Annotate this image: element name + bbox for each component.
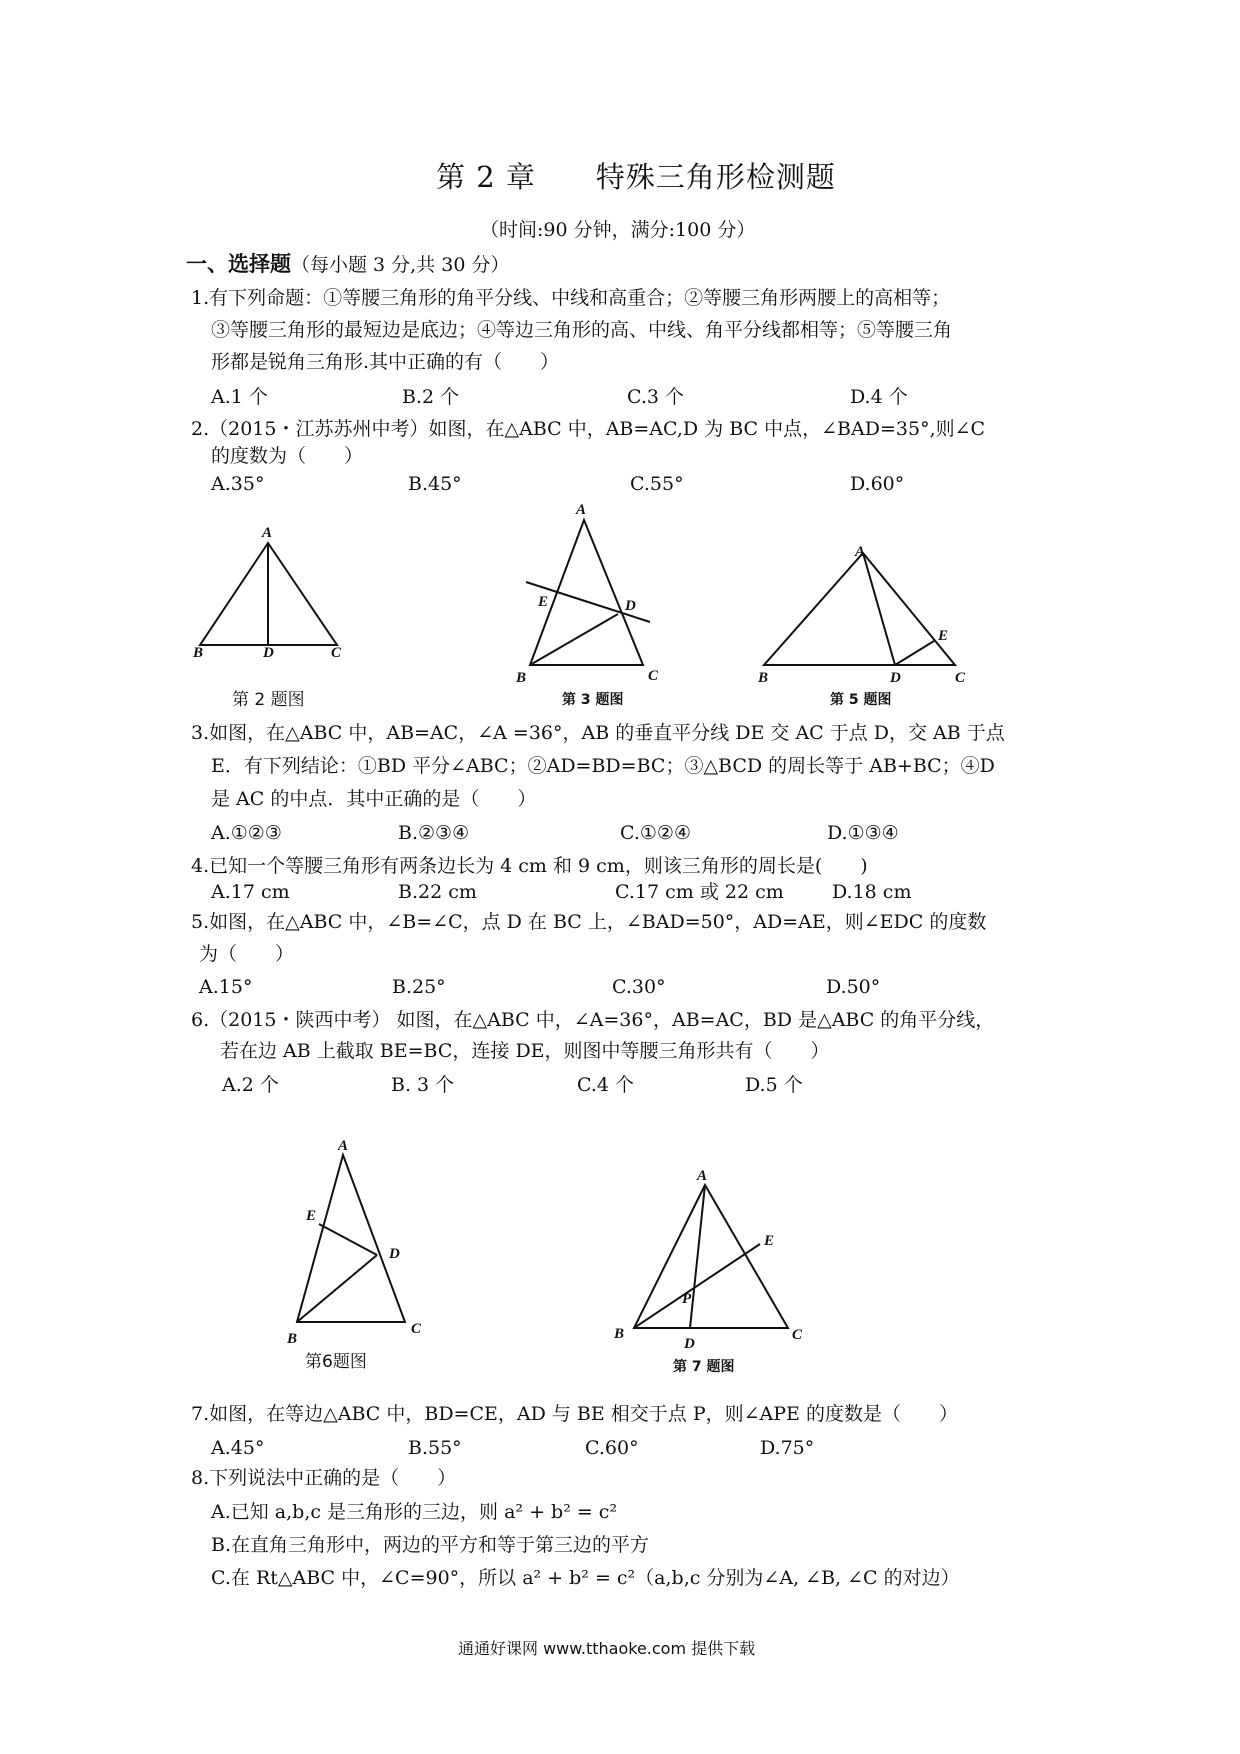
question-1-option-c: C.3 个 (627, 386, 685, 408)
question-1-option-d: D.4 个 (850, 386, 908, 408)
question-3-option-c: C.①②④ (620, 822, 691, 844)
figure-7-label-e: E (764, 1233, 775, 1249)
figure-2-label-d: D (263, 645, 274, 661)
question-3-line-2: E．有下列结论：①BD 平分∠ABC；②AD=BD=BC；③△BCD 的周长等于 AB+BC；④D (211, 755, 995, 777)
question-6-option-c: C.4 个 (577, 1074, 635, 1096)
figure-2-label-a: A (262, 525, 273, 541)
figure-3-label-b: B (516, 670, 527, 686)
figure-3-label-e: E (538, 594, 549, 610)
figure-7-caption: 第 7 题图 (673, 1359, 735, 1375)
question-7-option-b: B.55° (408, 1437, 462, 1459)
question-7-option-c: C.60° (585, 1437, 639, 1459)
question-1-line-2: ③等腰三角形的最短边是底边；④等边三角形的高、中线、角平分线都相等；⑤等腰三角 (211, 319, 953, 341)
figure-7-label-d: D (684, 1336, 695, 1352)
figure-3-label-d: D (625, 598, 636, 614)
figure-3-label-a: A (576, 502, 587, 518)
question-7-line-1: 7.如图，在等边△ABC 中，BD=CE，AD 与 BE 相交于点 P，则∠APE 的度数是（ ） (191, 1403, 958, 1425)
figure-6-caption: 第6题图 (305, 1352, 367, 1372)
question-5-option-b: B.25° (392, 976, 446, 998)
question-4-option-c: C.17 cm 或 22 cm (615, 881, 784, 903)
figure-6-label-d: D (389, 1246, 400, 1262)
figure-6-label-c: C (411, 1321, 422, 1337)
question-5-option-c: C.30° (612, 976, 666, 998)
question-3-line-1: 3.如图，在△ABC 中，AB=AC，∠A =36°，AB 的垂直平分线 DE 交 AC 于点 D，交 AB 于点 (191, 722, 1005, 744)
question-8-option-a: A.已知 a,b,c 是三角形的三边，则 a² + b² = c² (211, 1501, 618, 1523)
question-7-option-d: D.75° (760, 1437, 815, 1459)
question-6-line-2: 若在边 AB 上截取 BE=BC，连接 DE，则图中等腰三角形共有（ ） (220, 1040, 830, 1062)
question-1-line-3: 形都是锐角三角形.其中正确的有（ ） (211, 351, 560, 373)
question-2-option-b: B.45° (408, 473, 462, 495)
question-3-option-b: B.②③④ (398, 822, 470, 844)
figure-2-caption: 第 2 题图 (232, 690, 305, 710)
question-5-option-d: D.50° (826, 976, 881, 998)
question-3-option-d: D.①③④ (827, 822, 899, 844)
question-2-line-2: 的度数为（ ） (211, 445, 364, 467)
question-4-line-1: 4.已知一个等腰三角形有两条边长为 4 cm 和 9 cm，则该三角形的周长是( ) (191, 855, 868, 877)
question-2-option-a: A.35° (211, 473, 265, 495)
figure-6-label-e: E (306, 1208, 317, 1224)
question-2-option-d: D.60° (850, 473, 905, 495)
figure-3-label-c: C (648, 668, 659, 684)
question-8-line-1: 8.下列说法中正确的是（ ） (191, 1467, 457, 1489)
figure-5-label-e: E (938, 628, 949, 644)
footer-text: 通通好课网 www.tthaoke.com 提供下载 (458, 1639, 756, 1658)
figure-5-caption: 第 5 题图 (830, 692, 892, 708)
figure-7-label-c: C (792, 1327, 803, 1343)
question-1-option-a: A.1 个 (211, 386, 268, 408)
question-8-option-c: C.在 Rt△ABC 中，∠C=90°，所以 a² + b² = c²（a,b,c 分别为∠A, ∠B, ∠C 的对边） (211, 1567, 960, 1589)
page-subtitle: （时间:90 分钟，满分:100 分） (480, 219, 756, 241)
figure-5-label-d: D (890, 670, 901, 686)
figure-6-label-a: A (338, 1138, 349, 1154)
figure-5-label-b: B (758, 670, 769, 686)
question-6-line-1: 6.（2015・陕西中考） 如图，在△ABC 中，∠A=36°，AB=AC，BD 是△ABC 的角平分线， (191, 1009, 995, 1031)
question-3-line-3: 是 AC 的中点．其中正确的是（ ） (211, 788, 537, 810)
question-6-option-d: D.5 个 (745, 1074, 803, 1096)
figure-7-label-a: A (697, 1168, 708, 1184)
figure-5-label-a: A (855, 544, 866, 560)
question-4-option-a: A.17 cm (211, 881, 290, 903)
question-2-option-c: C.55° (630, 473, 684, 495)
question-5-line-1: 5.如图，在△ABC 中，∠B=∠C，点 D 在 BC 上，∠BAD=50°，AD=AE，则∠EDC 的度数 (191, 911, 987, 933)
section-note: （每小题 3 分,共 30 分） (291, 254, 510, 276)
question-1-line-1: 1.有下列命题：①等腰三角形的角平分线、中线和高重合；②等腰三角形两腰上的高相等； (191, 287, 951, 309)
question-5-line-2: 为（ ） (199, 943, 295, 965)
figure-6-label-b: B (287, 1331, 298, 1347)
question-6-option-b: B. 3 个 (391, 1074, 455, 1096)
question-4-option-b: B.22 cm (398, 881, 477, 903)
figure-7-label-b: B (614, 1326, 625, 1342)
question-2-line-1: 2.（2015・江苏苏州中考）如图，在△ABC 中，AB=AC,D 为 BC 中点，∠BAD=35°,则∠C (191, 418, 986, 440)
figure-2-label-c: C (331, 645, 342, 661)
question-7-option-a: A.45° (211, 1437, 265, 1459)
question-1-option-b: B.2 个 (402, 386, 460, 408)
section-label: 一、选择题 (186, 252, 291, 276)
page-title: 第 2 章 特殊三角形检测题 (436, 160, 836, 194)
question-4-option-d: D.18 cm (832, 881, 912, 903)
question-8-option-b: B.在直角三角形中，两边的平方和等于第三边的平方 (211, 1534, 650, 1556)
figure-5-label-c: C (955, 670, 966, 686)
figure-7-label-p: P (682, 1291, 692, 1307)
figure-2-label-b: B (193, 645, 204, 661)
figure-3-caption: 第 3 题图 (562, 692, 624, 708)
question-5-option-a: A.15° (199, 976, 253, 998)
question-6-option-a: A.2 个 (222, 1074, 279, 1096)
question-3-option-a: A.①②③ (211, 822, 282, 844)
